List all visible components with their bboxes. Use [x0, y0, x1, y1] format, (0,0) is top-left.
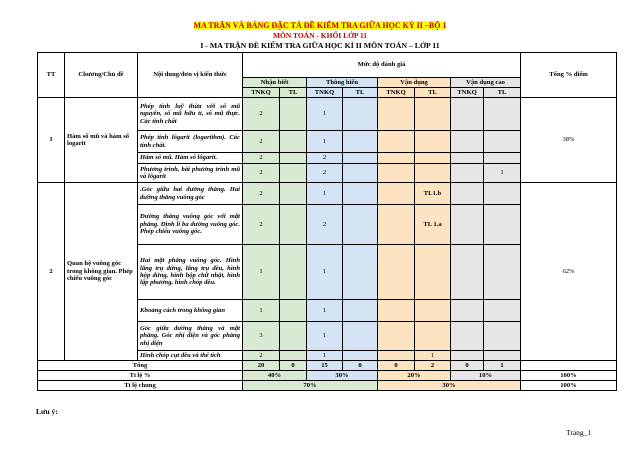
tong-value: 0	[451, 361, 484, 371]
cell-nb-tl	[280, 300, 307, 322]
cell-vd-tnkq	[378, 322, 415, 351]
cell-th-tl	[343, 98, 378, 131]
cell-th-tl	[343, 351, 378, 361]
tong-label: Tổng	[38, 361, 243, 371]
tile-thong-hieu: 30%	[307, 371, 378, 381]
cell-th-tnkq: 1	[307, 98, 343, 131]
cell-nb-tl	[280, 322, 307, 351]
tile-van-dung-cao: 10%	[451, 371, 521, 381]
tile-total: 100%	[521, 371, 617, 381]
cell-th-tnkq: 1	[307, 322, 343, 351]
cell-nb-tnkq: 1	[243, 245, 280, 300]
cell-vd-tl	[415, 322, 451, 351]
note-label: Lưu ý:	[36, 407, 58, 416]
cell-nb-tnkq: 2	[243, 351, 280, 361]
cell-nb-tl	[280, 98, 307, 131]
cell-vdc-tnkq	[451, 245, 484, 300]
cell-th-tl	[343, 131, 378, 153]
content-cell: Hàm số mũ. Hàm số lôgarit.	[138, 153, 243, 164]
cell-th-tnkq: 1	[307, 245, 343, 300]
table-row	[38, 183, 617, 205]
cell-vdc-tnkq	[451, 183, 484, 205]
header-tnkq: TNKQ	[378, 88, 415, 98]
chapter-pct: 62%	[521, 183, 617, 361]
cell-vd-tl: TL 1.a	[415, 205, 451, 245]
tong-value: 0	[280, 361, 307, 371]
cell-th-tl	[343, 322, 378, 351]
cell-vd-tl	[415, 98, 451, 131]
cell-vdc-tnkq	[451, 205, 484, 245]
tile-nhan-biet: 40%	[243, 371, 307, 381]
tong-value: 15	[307, 361, 343, 371]
header-tnkq: TNKQ	[307, 88, 343, 98]
cell-vd-tnkq	[378, 205, 415, 245]
cell-th-tnkq: 2	[307, 153, 343, 164]
document-title	[0, 21, 640, 30]
cell-th-tl	[343, 205, 378, 245]
cell-th-tnkq: 2	[307, 164, 343, 183]
cell-vdc-tl	[484, 351, 521, 361]
header-tl: TL	[280, 88, 307, 98]
cell-vd-tl	[415, 131, 451, 153]
cell-vd-tnkq	[378, 131, 415, 153]
cell-vdc-tl	[484, 300, 521, 322]
ratio-row	[38, 371, 617, 381]
cell-vdc-tl	[484, 153, 521, 164]
header-nhan-biet: Nhận biết	[243, 78, 307, 88]
tile-label: Tỉ lệ %	[38, 371, 243, 381]
cell-vdc-tl	[484, 183, 521, 205]
overall-ratio-row	[38, 381, 617, 391]
assessment-matrix-table	[37, 52, 617, 391]
chapter-name: Quan hệ vuông góc trong không gian. Phép chiếu vuông góc	[65, 183, 138, 361]
header-level: Mức độ đánh giá	[243, 53, 521, 78]
totals-row	[38, 361, 617, 371]
section-heading: I - MA TRẬN ĐỀ KIỂM TRA GIỮA HỌC KÌ II MÔN TOÁN – LỚP 11	[200, 41, 440, 50]
content-cell: Khoảng cách trong không gian	[138, 300, 243, 322]
cell-vdc-tnkq	[451, 322, 484, 351]
cell-nb-tnkq: 1	[243, 300, 280, 322]
cell-th-tnkq: 1	[307, 131, 343, 153]
cell-th-tnkq: 2	[307, 205, 343, 245]
content-cell: Hai mặt phẳng vuông góc. Hình lăng trụ đứng, lăng trụ đều, hình hộp đứng, hình hộp chữ nhật, hình lập phương, hình chóp đều.	[138, 245, 243, 300]
cell-vd-tnkq	[378, 98, 415, 131]
cell-vd-tl	[415, 245, 451, 300]
cell-nb-tl	[280, 164, 307, 183]
chapter-name: Hàm số mũ và hàm số logarit	[65, 98, 138, 183]
cell-vd-tnkq	[378, 351, 415, 361]
content-cell: Phép tính lôgarit (logarithm). Các tính chất.	[138, 131, 243, 153]
header-thong-hieu: Thông hiểu	[307, 78, 378, 88]
chapter-number: 2	[38, 183, 65, 361]
header-tl: TL	[415, 88, 451, 98]
cell-vd-tnkq	[378, 245, 415, 300]
cell-th-tl	[343, 153, 378, 164]
cell-vdc-tnkq	[451, 351, 484, 361]
tong-pct	[521, 361, 617, 371]
cell-vdc-tl	[484, 245, 521, 300]
content-cell: Phương trình, bất phương trình mũ và lôgarit	[138, 164, 243, 183]
header-tt: TT	[38, 53, 65, 98]
cell-th-tl	[343, 183, 378, 205]
cell-vd-tl: TL1.b	[415, 183, 451, 205]
cell-th-tnkq: 1	[307, 300, 343, 322]
cell-vd-tl: 1	[415, 351, 451, 361]
cell-th-tnkq: 1	[307, 351, 343, 361]
cell-nb-tl	[280, 351, 307, 361]
cell-nb-tnkq: 2	[243, 183, 280, 205]
cell-vd-tl	[415, 164, 451, 183]
cell-vd-tnkq	[378, 183, 415, 205]
content-cell: Góc giữa đường thẳng và mặt phẳng. Góc nhị diện và góc phẳng nhị diện	[138, 322, 243, 351]
header-chapter: Chương/Chủ đề	[65, 53, 138, 98]
header-content: Nội dung/đơn vị kiến thức	[138, 53, 243, 98]
title-tail: –BỘ 1	[424, 21, 447, 30]
tlc-low: 70%	[243, 381, 378, 391]
cell-nb-tnkq: 2	[243, 153, 280, 164]
content-cell: Phép tính luỹ thừa với số mũ nguyên, số mũ hữu tỉ, số mũ thực. Các tính chất	[138, 98, 243, 131]
content-cell: .Góc giữa hai đường thẳng. Hai đường thẳng vuông góc	[138, 183, 243, 205]
tlc-total: 100%	[521, 381, 617, 391]
chapter-pct: 38%	[521, 98, 617, 183]
cell-vdc-tl	[484, 322, 521, 351]
cell-nb-tl	[280, 131, 307, 153]
header-van-dung-cao: Vận dụng cao	[451, 78, 521, 88]
header-tnkq: TNKQ	[451, 88, 484, 98]
cell-vdc-tnkq	[451, 98, 484, 131]
cell-vdc-tnkq	[451, 153, 484, 164]
cell-vd-tl	[415, 300, 451, 322]
content-cell: Đường thẳng vuông góc với mặt phẳng. Định lí ba đường vuông góc. Phép chiếu vuông góc.	[138, 205, 243, 245]
header-total-pct: Tổng % điểm	[521, 53, 617, 98]
cell-th-tl	[343, 245, 378, 300]
page-number: Trang_1	[566, 428, 592, 437]
cell-nb-tl	[280, 245, 307, 300]
cell-nb-tnkq: 2	[243, 205, 280, 245]
cell-vd-tnkq	[378, 300, 415, 322]
tong-value: 20	[243, 361, 280, 371]
chapter-number: 1	[38, 98, 65, 183]
tlc-high: 30%	[378, 381, 521, 391]
header-tnkq: TNKQ	[243, 88, 280, 98]
cell-vd-tl	[415, 153, 451, 164]
tong-value: 0	[343, 361, 378, 371]
cell-nb-tnkq: 2	[243, 164, 280, 183]
table-row	[38, 98, 617, 131]
tong-value: 1	[484, 361, 521, 371]
tlc-label: Tỉ lệ chung	[38, 381, 243, 391]
cell-th-tnkq: 1	[307, 183, 343, 205]
cell-vdc-tnkq	[451, 300, 484, 322]
document-subtitle: MÔN TOÁN - KHỐI LỚP 11	[272, 31, 368, 40]
cell-vd-tnkq	[378, 153, 415, 164]
header-tl: TL	[484, 88, 521, 98]
tong-value: 2	[415, 361, 451, 371]
cell-vdc-tl	[484, 131, 521, 153]
cell-nb-tl	[280, 183, 307, 205]
cell-vd-tnkq	[378, 164, 415, 183]
cell-vdc-tnkq	[451, 164, 484, 183]
title-main: MA TRẬN VÀ BẢNG ĐẶC TẢ ĐỀ KIỂM TRA GIỮA HỌC KỲ II	[193, 21, 425, 30]
cell-th-tl	[343, 164, 378, 183]
cell-vdc-tl: 1	[484, 164, 521, 183]
header-van-dung: Vận dụng	[378, 78, 451, 88]
tong-value: 0	[378, 361, 415, 371]
cell-vdc-tnkq	[451, 131, 484, 153]
cell-nb-tnkq: 2	[243, 98, 280, 131]
header-tl: TL	[343, 88, 378, 98]
cell-nb-tnkq: 2	[243, 131, 280, 153]
tile-van-dung: 20%	[378, 371, 451, 381]
cell-nb-tnkq: 3	[243, 322, 280, 351]
cell-th-tl	[343, 300, 378, 322]
content-cell: Hình chóp cụt đều và thể tích	[138, 351, 243, 361]
cell-vdc-tl	[484, 205, 521, 245]
cell-nb-tl	[280, 153, 307, 164]
cell-vdc-tl	[484, 98, 521, 131]
cell-nb-tl	[280, 205, 307, 245]
